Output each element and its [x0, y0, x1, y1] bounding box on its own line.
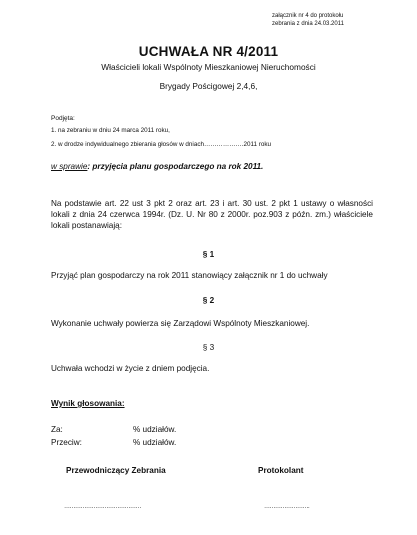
- subtitle-line-2: Brygady Pościgowej 2,4,6,: [159, 81, 258, 91]
- chair-signature-line: ……………………………………: [64, 504, 141, 510]
- section-3-mark: § 3: [202, 343, 215, 352]
- vote-against-value: % udziałów.: [133, 438, 177, 447]
- section-1-text: Przyjąć plan gospodarczy na rok 2011 stanowiący załącznik nr 1 do uchwały: [51, 271, 328, 280]
- adopted-item-2: 2. w drodze indywidualnego zbierania głosów w dniach……………….2011 roku: [51, 141, 272, 148]
- chair-signature-label: Przewodniczący Zebrania: [66, 466, 166, 475]
- subject-line: [51, 161, 263, 172]
- secretary-signature-line: …………………….: [264, 504, 310, 510]
- section-2-mark: § 2: [202, 296, 215, 305]
- attachment-note-line-1: załącznik nr 4 do protokołu: [272, 13, 344, 19]
- attachment-note-line-2: zebrania z dnia 24.03.2011: [272, 21, 344, 27]
- subject-prefix: w sprawie: [51, 162, 88, 171]
- section-2-text: Wykonanie uchwały powierza się Zarządowi Wspólnoty Mieszkaniowej.: [51, 319, 310, 328]
- vote-for-value: % udziałów.: [133, 425, 177, 434]
- adopted-item-1: 1. na zebraniu w dniu 24 marca 2011 roku,: [51, 127, 170, 134]
- legal-basis-paragraph: Na podstawie art. 22 ust 3 pkt 2 oraz art. 23 i art. 30 ust. 2 pkt 1 ustawy o własności lokali z dnia 24 czerwca 1994r. (Dz. U. Nr 80 z 2000r. poz.903 z późn. zm.) właściciele lokali postanawiają:: [51, 199, 373, 230]
- section-1-mark: § 1: [202, 250, 215, 259]
- section-3-text: Uchwała wchodzi w życie z dniem podjęcia.: [51, 364, 210, 373]
- vote-against-label: Przeciw:: [51, 438, 82, 447]
- vote-for-label: Za:: [51, 425, 63, 434]
- attachment-note: [272, 12, 344, 28]
- resolution-title: UCHWAŁA NR 4/2011: [138, 44, 279, 59]
- subtitle-line-1: Właścicieli lokali Wspólnoty Mieszkaniowej Nieruchomości: [101, 62, 316, 72]
- vote-heading: Wynik głosowania:: [51, 399, 125, 408]
- secretary-signature-label: Protokolant: [258, 466, 304, 475]
- subject-text: : przyjęcia planu gospodarczego na rok 2011.: [87, 162, 264, 171]
- adopted-label: Podjęta:: [51, 115, 75, 122]
